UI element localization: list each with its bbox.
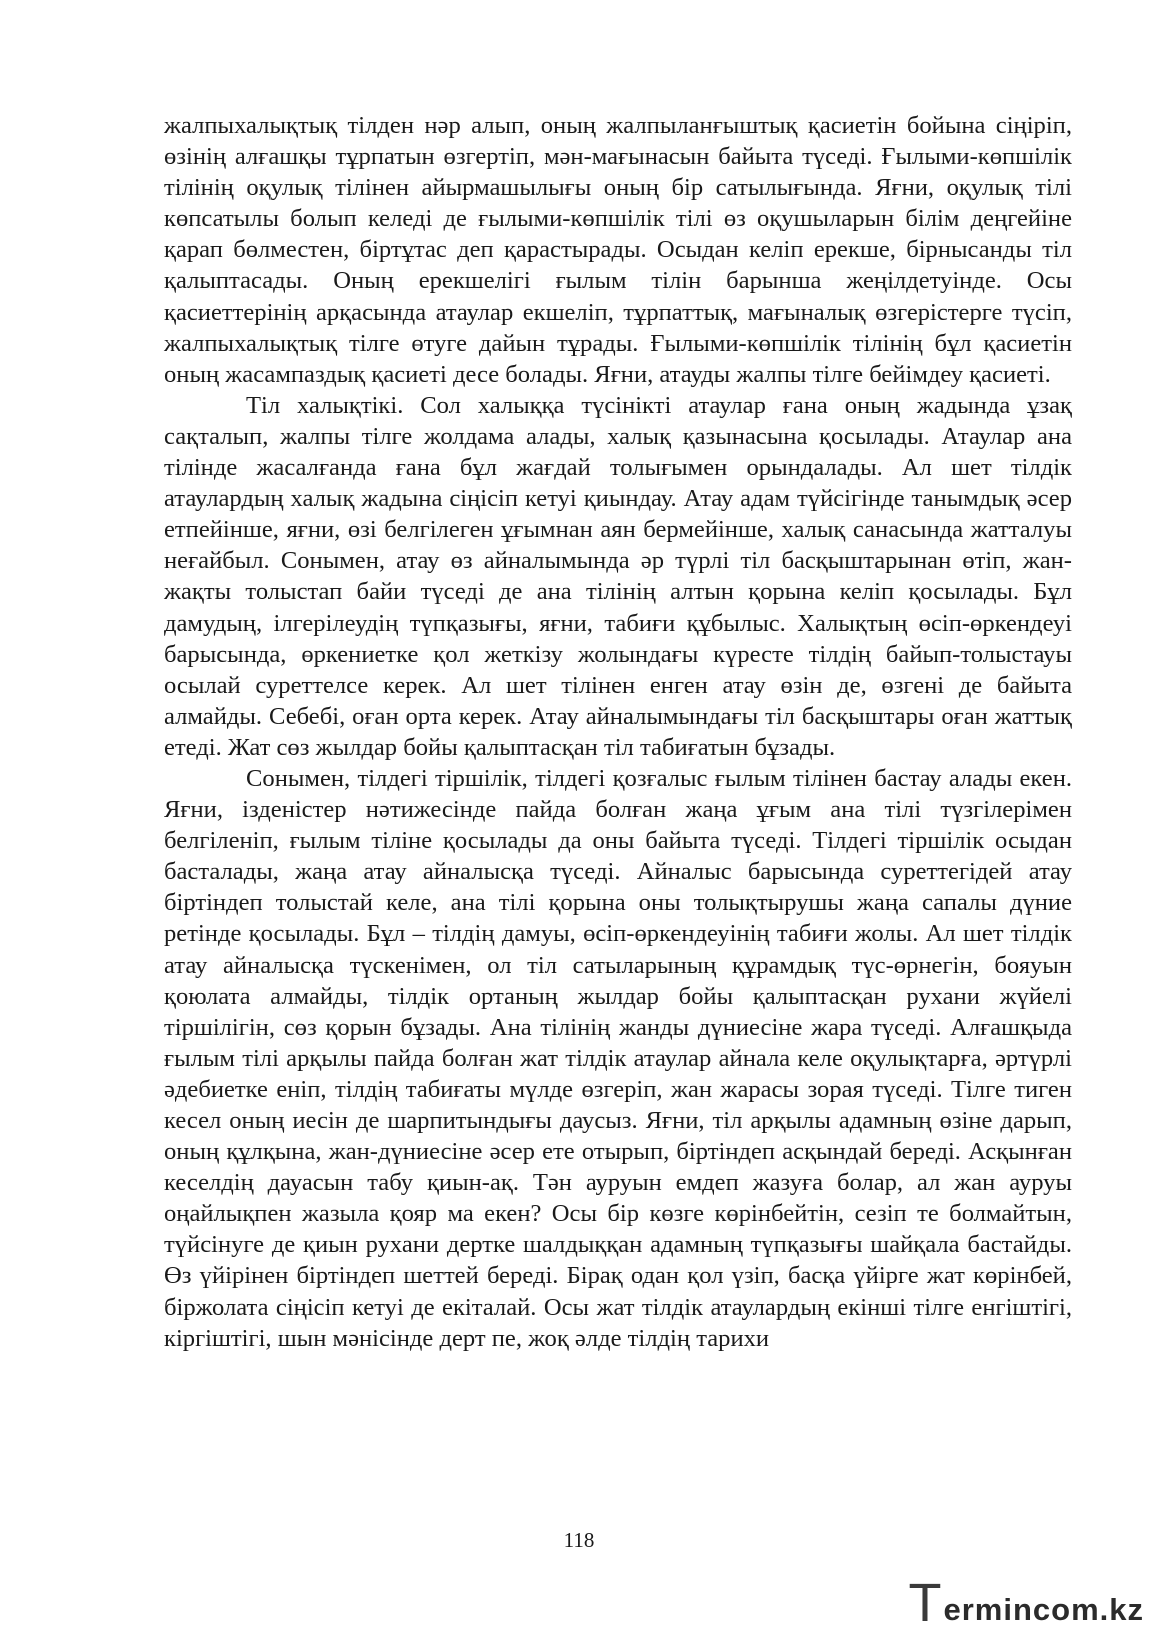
watermark-text: ermincom.kz (943, 1591, 1144, 1627)
paragraph-2: Тіл халықтікі. Сол халыққа түсінікті атаулар ғана оның жадында ұзақ сақталып, жалпы тілге жолдама алады, халық қазынасына қосылады. Атаулар ана тілінде жасалғанда ғана бұл жағдай толығымен орындалады. Ал шет тілдік атаулардың халық жадына сіңісіп кетуі қиындау. Атау адам түйсігінде танымдық әсер етпейінше, яғни, өзі белгілеген ұғымнан аян бермейінше, халық санасында жатталуы неғайбыл. Сонымен, атау өз айналымында әр түрлі тіл басқыштарынан өтіп, жан-жақты толыстап байи түседі де ана тілінің алтын қорына келіп қосылады. Бұл дамудың, ілгерілеудің түпқазығы, яғни, табиғи құбылыс. Халықтың өсіп-өркендеуі барысында, өркениетке қол жеткізу жолындағы күресте тілдің байып-толыстауы осылай суреттелсе керек. Ал шет тілінен енген атау өзін де, өзгені де байыта алмайды. Себебі, оған орта керек. Атау айналымындағы тіл басқыштары оған жаттық етеді. Жат сөз жылдар бойы қалыптасқан тіл табиғатын бұзады. (164, 391, 1072, 761)
watermark-logo-letter: T (908, 1573, 942, 1633)
termincom-watermark (908, 1573, 1144, 1633)
paragraph-3: Сонымен, тілдегі тіршілік, тілдегі қозғалыс ғылым тілінен бастау алады екен. Яғни, ізденістер нәтижесінде пайда болған жаңа ұғым ана тілі түзгілерімен белгіленіп, ғылым тіліне қосылады да оны байыта түседі. Тілдегі тіршілік осыдан басталады, жаңа атау айналысқа түседі. Айналыс барысында суреттегідей атау біртіндеп толыстай келе, ана тілі қорына оны толықтырушы жаңа сапалы дүние ретінде қосылады. Бұл – тілдің дамуы, өсіп-өркендеуінің табиғи жолы. Ал шет тілдік атау айналысқа түскенімен, ол тіл сатыларының құрамдық түс-өрнегін, бояуын қоюлата алмайды, тілдік ортаның жылдар бойы қалыптасқан рухани жүйелі тіршілігін, сөз қорын бұзады. Ана тілінің жанды дүниесіне жара түседі. Алғашқыда ғылым тілі арқылы пайда болған жат тілдік атаулар айнала келе оқулықтарға, әртүрлі әдебиетке еніп, тілдің табиғаты мүлде өзгеріп, жан жарасы зорая түседі. Тілге тиген кесел оның иесін де шарпитындығы даусыз. Яғни, тіл арқылы адамның өзіне дарып, оның құлқына, жан-дүниесіне әсер ете отырып, біртіндеп асқындай береді. Асқынған кеселдің дауасын табу қиын-ақ. Тән ауруын емдеп жазуға болар, ал жан ауруы оңайлықпен жазыла қояр ма екен? Осы бір көзге көрінбейтін, сезіп те болмайтын, түйсінуге де қиын рухани дертке шалдыққан адамның түпқазығы шайқала бастайды. Өз үйірінен біртіндеп шеттей береді. Бірақ одан қол үзіп, басқа үйірге жат көрінбей, біржолата сіңісіп кетуі де екіталай. Осы жат тілдік атаулардың екінші тілге енгіштігі, кіргіштігі, шын мәнісінде дерт пе, жоқ әлде тілдің тарихи (164, 764, 1072, 1352)
page-number: 118 (563, 1528, 595, 1552)
paragraph-1: жалпыхалықтық тілден нәр алып, оның жалпыланғыштық қасиетін бойына сіңіріп, өзінің алғашқы тұрпатын өзгертіп, мән-мағынасын байыта түседі. Ғылыми-көпшілік тілінің оқулық тілінен айырмашылығы оның бір сатылығында. Яғни, оқулық тілі көпсатылы болып келеді де ғылыми-көпшілік тілі өз оқушыларын білім деңгейіне қарап бөлместен, біртұтас деп қарастырады. Осыдан келіп ерекше, бірнысанды тіл қалыптасады. Оның ерекшелігі ғылым тілін барынша жеңілдетуінде. Осы қасиеттерінің арқасында атаулар екшеліп, тұрпаттық, мағыналық өзгерістерге түсіп, жалпыхалықтық тілге өтуге дайын тұрады. Ғылыми-көпшілік тілінің бұл қасиетін оның жасампаздық қасиеті десе болады. Яғни, атауды жалпы тілге бейімдеу қасиеті. (164, 112, 1072, 388)
document-body (164, 110, 1072, 1354)
